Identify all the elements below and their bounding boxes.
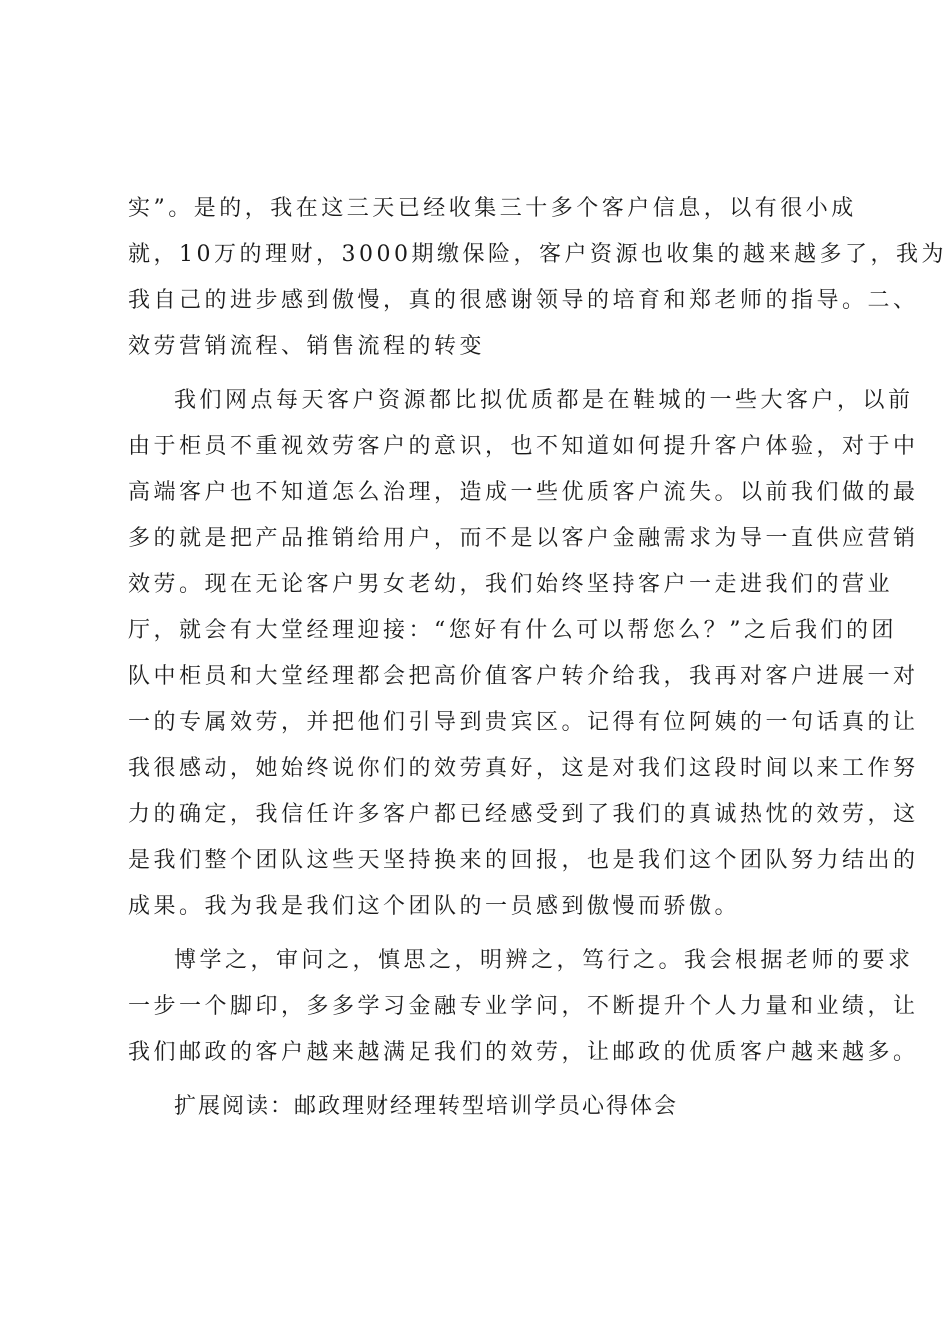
- text-line: 效劳。现在无论客户男女老幼，我们始终坚持客户一走进我们的营业: [128, 572, 894, 597]
- text-line: 我们网点每天客户资源都比拟优质都是在鞋城的一些大客户，以前: [174, 388, 914, 413]
- paragraph-spacer: [128, 930, 830, 938]
- text-line: 效劳营销流程、销售流程的转变: [128, 334, 486, 359]
- text-line: 实”。是的，我在这三天已经收集三十多个客户信息，以有很小成: [128, 196, 857, 221]
- text-line: 队中柜员和大堂经理都会把高价值客户转介给我，我再对客户进展一对: [128, 664, 919, 689]
- document-body: [128, 186, 947, 1130]
- paragraph-conclusion: [128, 938, 919, 1076]
- text-line: 就，10万的理财，3000期缴保险，客户资源也收集的越来越多了，我为: [128, 242, 947, 267]
- text-line: 博学之，审问之，慎思之，明辨之，笃行之。我会根据老师的要求: [174, 948, 914, 973]
- text-line: 是我们整个团队这些天坚持换来的回报，也是我们这个团队努力结出的: [128, 848, 919, 873]
- text-line: 高端客户也不知道怎么治理，造成一些优质客户流失。以前我们做的最: [128, 480, 919, 505]
- text-line: 厅，就会有大堂经理迎接：“您好有什么可以帮您么？”之后我们的团: [128, 618, 897, 643]
- text-line: 力的确定，我信任许多客户都已经感受到了我们的真诚热忱的效劳，这: [128, 802, 919, 827]
- paragraph-extended-reading: [128, 1084, 830, 1130]
- text-line: 成果。我为我是我们这个团队的一员感到傲慢而骄傲。: [128, 894, 741, 919]
- paragraph-service-transformation: [128, 378, 919, 930]
- text-line: 我们邮政的客户越来越满足我们的效劳，让邮政的优质客户越来越多。: [128, 1040, 919, 1065]
- extended-reading-line: 扩展阅读：邮政理财经理转型培训学员心得体会: [174, 1094, 679, 1119]
- text-line: 一的专属效劳，并把他们引导到贵宾区。记得有位阿姨的一句话真的让: [128, 710, 919, 735]
- text-line: 多的就是把产品推销给用户，而不是以客户金融需求为导一直供应营销: [128, 526, 919, 551]
- text-line: 我很感动，她始终说你们的效劳真好，这是对我们这段时间以来工作努: [128, 756, 919, 781]
- paragraph-spacer: [128, 1076, 830, 1084]
- paragraph-spacer: [128, 370, 830, 378]
- paragraph-continuation: [128, 186, 947, 370]
- text-line: 我自己的进步感到傲慢，真的很感谢领导的培育和郑老师的指导。二、: [128, 288, 919, 313]
- text-line: 一步一个脚印，多多学习金融专业学问，不断提升个人力量和业绩，让: [128, 994, 919, 1019]
- text-line: 由于柜员不重视效劳客户的意识，也不知道如何提升客户体验，对于中: [128, 434, 919, 459]
